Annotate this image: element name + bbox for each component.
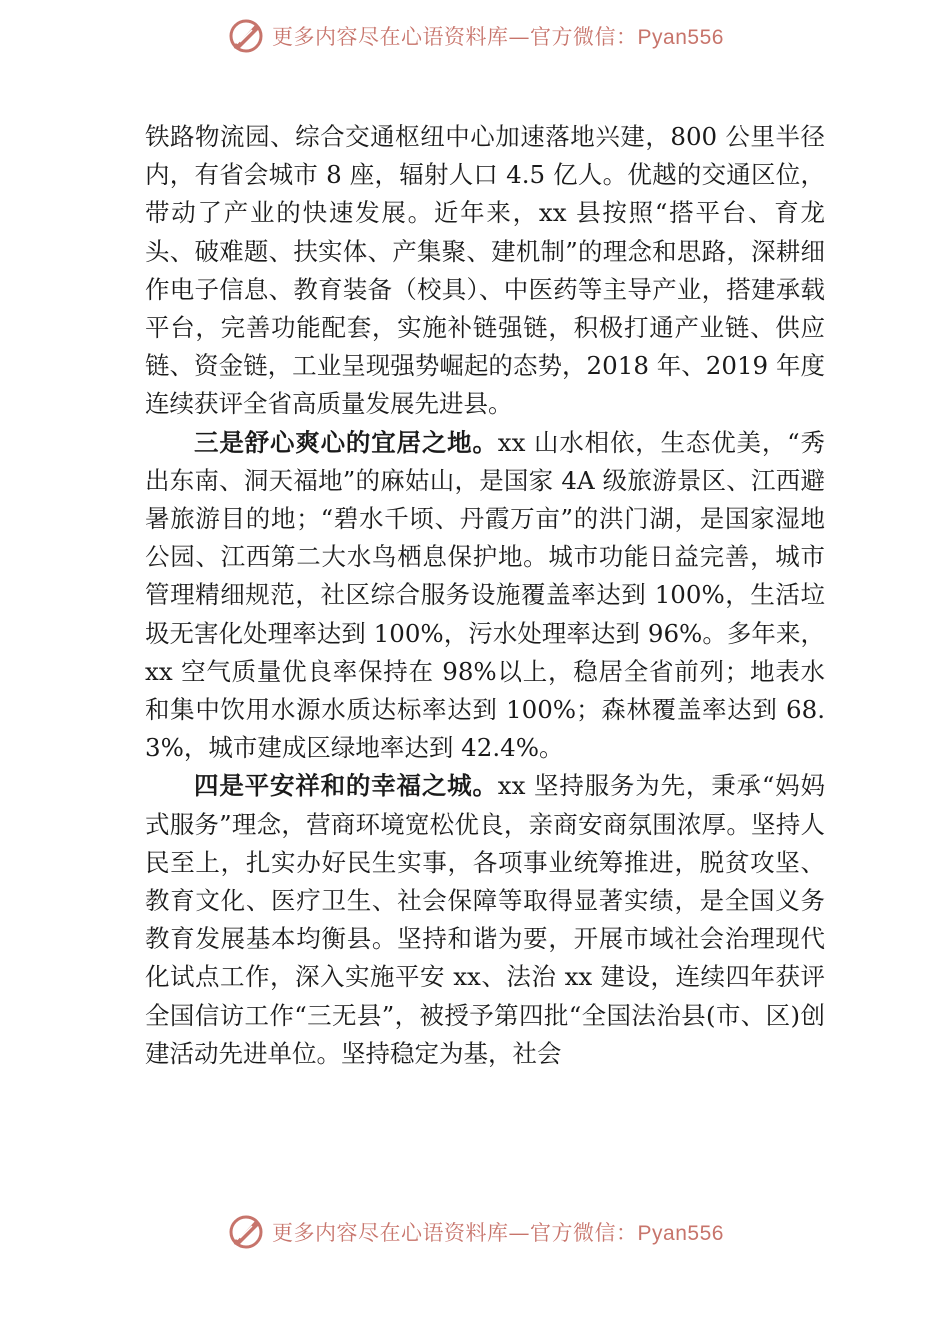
document-body xyxy=(145,118,825,1073)
paragraph-text: xx 坚持服务为先，秉承“妈妈式服务”理念，营商环境宽松优良，亲商安商氛围浓厚。坚持人民至上，扎实办好民生实事，各项事业统筹推进，脱贫攻坚、教育文化、医疗卫生、社会保障等取得显著实绩，是全国义务教育发展基本均衡县。坚持和谐为要，开展市域社会治理现代化试点工作，深入实施平安 xx、法治 xx 建设，连续四年获评全国信访工作“三无县”，被授予第四批“全国法治县(市、区)创建活动先进单位。坚持稳定为基，社会 xyxy=(145,771,826,1068)
paragraph-livable-place xyxy=(145,424,825,768)
paragraph-text: 铁路物流园、综合交通枢纽中心加速落地兴建，800 公里半径内，有省会城市 8 座，辐射人口 4.5 亿人。优越的交通区位，带动了产业的快速发展。近年来，xx 县按照“搭平台、育龙头、破难题、扶实体、产集聚、建机制”的理念和思路，深耕细作电子信息、教育装备（校具）、中医药等主导产业，搭建承载平台，完善功能配套，实施补链强链，积极打通产业链、供应链、资金链，工业呈现强势崛起的态势，2018 年、2019 年度连续获评全省高质量发展先进县。 xyxy=(145,122,825,419)
quill-pen-icon xyxy=(226,16,266,56)
paragraph-peaceful-city xyxy=(145,767,825,1073)
watermark-banner-bottom xyxy=(0,1210,950,1254)
watermark-banner-top xyxy=(0,14,950,58)
watermark-text: 更多内容尽在心语资料库—官方微信：Pyan556 xyxy=(272,25,724,49)
paragraph-lead-heading: 三是舒心爽心的宜居之地。 xyxy=(194,427,498,457)
paragraph-transport-industry xyxy=(145,118,825,424)
paragraph-text: xx 山水相依，生态优美，“秀出东南、洞天福地”的麻姑山，是国家 4A 级旅游景区、江西避暑旅游目的地；“碧水千顷、丹霞万亩”的洪门湖，是国家湿地公园、江西第二大水鸟栖息保护地。城市功能日益完善，城市管理精细规范，社区综合服务设施覆盖率达到 100%，生活垃圾无害化处理率达到 100%，污水处理率达到 96%。多年来，xx 空气质量优良率保持在 98%以上，稳居全省前列；地表水和集中饮用水源水质达标率达到 100%；森林覆盖率达到 68.3%，城市建成区绿地率达到 42.4%。 xyxy=(145,427,826,763)
quill-pen-icon xyxy=(226,1212,266,1252)
watermark-handle: Pyan556 xyxy=(637,1222,724,1245)
watermark-handle: Pyan556 xyxy=(637,26,724,49)
watermark-text: 更多内容尽在心语资料库—官方微信：Pyan556 xyxy=(272,1221,724,1245)
paragraph-lead-heading: 四是平安祥和的幸福之城。 xyxy=(194,771,498,801)
